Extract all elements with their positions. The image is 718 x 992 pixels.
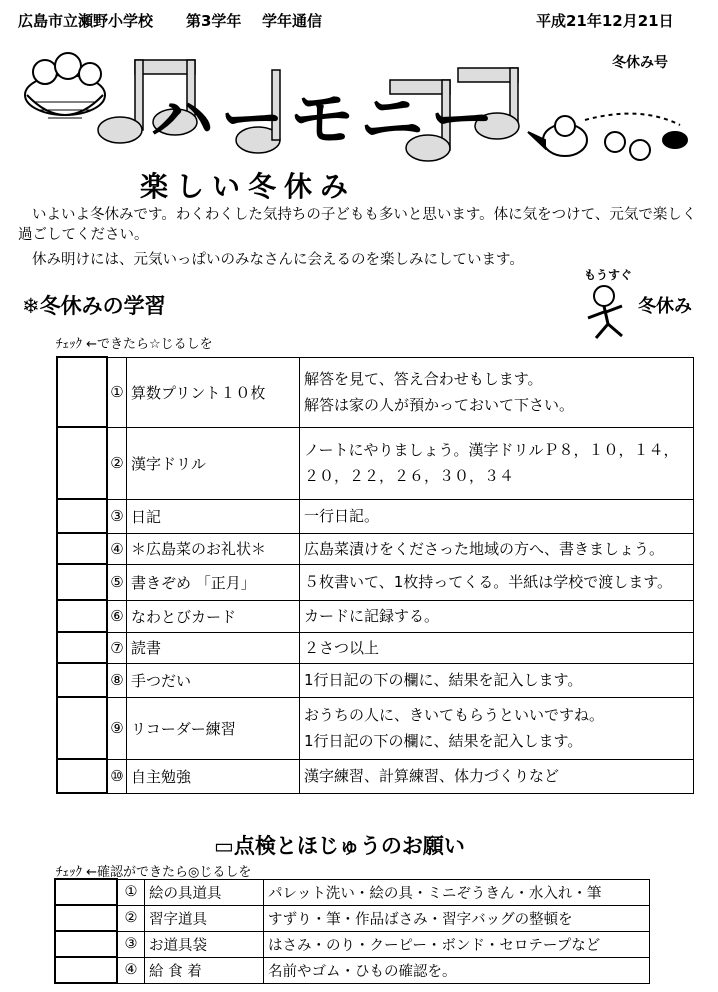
item-number: ② [107, 427, 127, 499]
item-description: 一行日記。 [300, 499, 694, 533]
study-check-note: ﾁｪｯｸ ←できたら☆じるしを [56, 337, 213, 352]
running-kid-icon [582, 282, 642, 342]
item-number: ④ [107, 533, 127, 564]
item-number: ④ [117, 957, 145, 983]
study-heading: ❄冬休みの学習 [22, 294, 166, 318]
issue-name: 冬休み号 [612, 55, 668, 71]
item-description: おうちの人に、きいてもらうといいですね。 1行日記の下の欄に、結果を記入します。 [300, 697, 694, 759]
masthead [0, 40, 718, 157]
page-subtitle: 楽しい冬休み [140, 170, 357, 203]
item-description: 名前やゴム・ひもの確認を。 [264, 957, 650, 983]
item-number: ⑦ [107, 632, 127, 663]
intro-paragraph-2: 休み明けには、元気いっぱいのみなさんに会えるのを楽しみにしています。 [32, 252, 524, 268]
item-name: 日記 [127, 499, 300, 533]
item-number: ⑩ [107, 759, 127, 793]
item-number: ① [117, 879, 145, 905]
mascot-caption-winter: 冬休み [638, 296, 692, 317]
item-name: 絵の具道具 [145, 879, 264, 905]
check-box[interactable] [57, 663, 107, 697]
item-description: ノートにやりましょう。漢字ドリルＰ８，１０，１４， ２０，２２，２６，３０，３４ [300, 427, 694, 499]
item-description: 1行日記の下の欄に、結果を記入します。 [300, 663, 694, 697]
item-number: ⑥ [107, 600, 127, 632]
item-name: リコーダー練習 [127, 697, 300, 759]
newsletter-title: ハーモニー [150, 83, 500, 157]
mascot-caption-soon: もうすぐ [584, 268, 633, 282]
study-row [57, 697, 694, 759]
item-name: 読書 [127, 632, 300, 663]
supplies-table [54, 878, 650, 984]
running-kid-illustration [582, 266, 702, 342]
check-box[interactable] [55, 957, 117, 983]
check-box[interactable] [57, 759, 107, 793]
item-number: ③ [107, 499, 127, 533]
item-description: すずり・筆・作品ばさみ・習字バッグの整頓を [264, 905, 650, 931]
item-number: ⑨ [107, 697, 127, 759]
item-name: 手つだい [127, 663, 300, 697]
study-row [57, 663, 694, 697]
school-name: 広島市立瀬野小学校 [18, 12, 154, 30]
item-name: 給 食 着 [145, 957, 264, 983]
study-row [57, 427, 694, 499]
supplies-row [55, 879, 650, 905]
item-description: カードに記録する。 [300, 600, 694, 632]
check-box[interactable] [57, 564, 107, 600]
study-row [57, 600, 694, 632]
check-box[interactable] [55, 931, 117, 957]
item-number: ③ [117, 931, 145, 957]
item-description: パレット洗い・絵の具・ミニぞうきん・水入れ・筆 [264, 879, 650, 905]
study-row [57, 499, 694, 533]
study-row [57, 533, 694, 564]
check-box[interactable] [55, 905, 117, 931]
item-number: ② [117, 905, 145, 931]
item-number: ⑧ [107, 663, 127, 697]
fruit-basket-icon [25, 53, 105, 118]
check-box[interactable] [57, 600, 107, 632]
check-box[interactable] [57, 427, 107, 499]
check-box[interactable] [57, 499, 107, 533]
grade: 第3学年 [186, 12, 242, 30]
study-row [57, 357, 694, 427]
supplies-row [55, 957, 650, 983]
newsletter-label: 学年通信 [262, 12, 323, 30]
bird-icon [528, 114, 687, 160]
check-box[interactable] [57, 533, 107, 564]
study-row [57, 632, 694, 663]
check-box[interactable] [57, 697, 107, 759]
supplies-row [55, 931, 650, 957]
item-name: 漢字ドリル [127, 427, 300, 499]
snowflake-icon: ❄ [22, 294, 40, 318]
item-description: 漢字練習、計算練習、体力づくりなど [300, 759, 694, 793]
issue-date: 平成21年12月21日 [536, 12, 674, 30]
study-row [57, 759, 694, 793]
item-description: ５枚書いて、1枚持ってくる。半紙は学校で渡します。 [300, 564, 694, 600]
check-box[interactable] [57, 632, 107, 663]
item-name: お道具袋 [145, 931, 264, 957]
study-table [56, 356, 694, 794]
item-name: 自主勉強 [127, 759, 300, 793]
item-name: 習字道具 [145, 905, 264, 931]
item-description: はさみ・のり・クーピー・ボンド・セロテープなど [264, 931, 650, 957]
item-name: ＊広島菜のお礼状＊ [127, 533, 300, 564]
supplies-check-note: ﾁｪｯｸ ←確認ができたら◎じるしを [56, 865, 252, 880]
item-name: 書きぞめ 「正月」 [127, 564, 300, 600]
item-number: ⑤ [107, 564, 127, 600]
item-name: なわとびカード [127, 600, 300, 632]
item-description: ２さつ以上 [300, 632, 694, 663]
supplies-heading: ▭点検とほじゅうのお願い [214, 834, 465, 858]
intro-paragraph-1: いよいよ冬休みです。わくわくした気持ちの子どもも多いと思います。体に気をつけて、元気で楽しく過ごしてください。 [18, 207, 697, 243]
item-number: ① [107, 357, 127, 427]
check-box[interactable] [57, 357, 107, 427]
monitor-icon: ▭ [214, 834, 234, 858]
item-name: 算数プリント１０枚 [127, 357, 300, 427]
check-box[interactable] [55, 879, 117, 905]
supplies-row [55, 905, 650, 931]
item-description: 解答を見て、答え合わせもします。 解答は家の人が預かっておいて下さい。 [300, 357, 694, 427]
study-row [57, 564, 694, 600]
item-description: 広島菜漬けをくださった地域の方へ、書きましょう。 [300, 533, 694, 564]
